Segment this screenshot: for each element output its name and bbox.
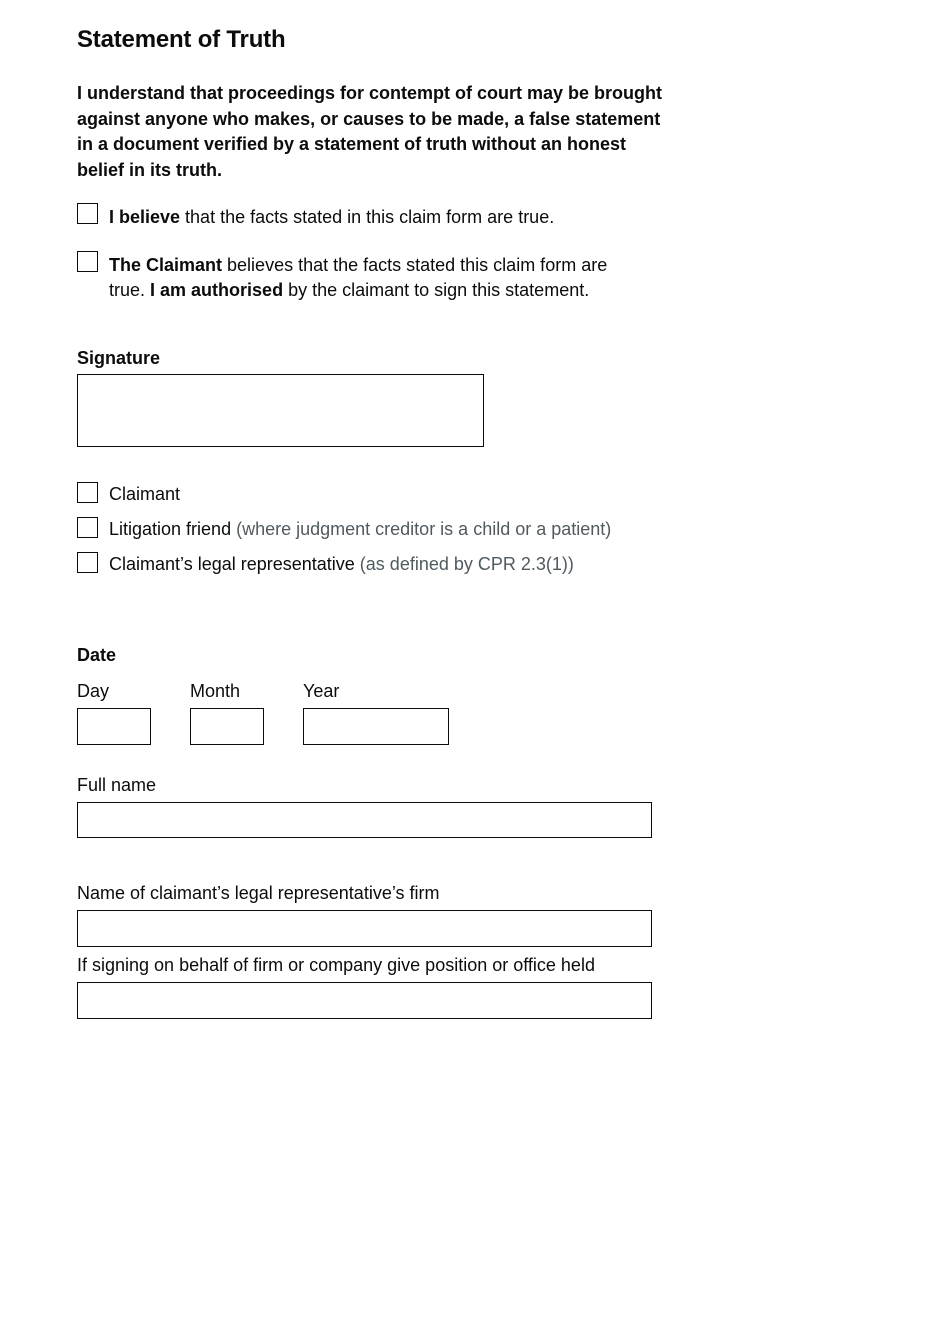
litigation-friend-checkbox[interactable] <box>77 517 98 538</box>
i-believe-bold: I believe <box>109 207 181 227</box>
legal-rep-text: Claimant’s legal representative <box>109 554 355 574</box>
litigation-friend-label <box>109 517 611 542</box>
date-label: Date <box>77 645 117 665</box>
day-input[interactable] <box>77 708 151 745</box>
litigation-friend-text: Litigation friend <box>109 519 232 539</box>
year-input[interactable] <box>303 708 449 745</box>
position-label: If signing on behalf of firm or company give position or office held <box>77 955 595 975</box>
claimant-role-label: Claimant <box>109 484 181 504</box>
i-believe-rest: that the facts stated in this claim form are true. <box>180 207 555 227</box>
claimant-role-checkbox[interactable] <box>77 482 98 503</box>
full-name-input[interactable] <box>77 802 652 838</box>
claimant-believes-line-2 <box>109 278 607 303</box>
full-name-label: Full name <box>77 775 157 795</box>
contempt-warning-text: I understand that proceedings for contempt of court may be brought against anyone who makes, or causes to be made, a false statement in a document verified by a statement of truth without an honest belief in its truth. <box>77 83 663 180</box>
legal-rep-checkbox[interactable] <box>77 552 98 573</box>
month-label: Month <box>190 681 241 701</box>
authorised-rest: by the claimant to sign this statement. <box>283 279 590 300</box>
firm-name-label: Name of claimant’s legal representative’s firm <box>77 883 440 903</box>
claimant-bold: The Claimant <box>109 255 223 275</box>
i-believe-label <box>109 205 554 230</box>
position-input[interactable] <box>77 982 652 1019</box>
legal-rep-label <box>109 552 574 577</box>
claimant-believes-line-1 <box>109 253 607 278</box>
firm-name-input[interactable] <box>77 910 652 947</box>
claimant-believes-label <box>109 253 607 302</box>
litigation-friend-note: (where judgment creditor is a child or a patient) <box>231 519 612 539</box>
authorised-bold: I am authorised <box>150 279 284 300</box>
claimant-believes-line2-start: true. <box>109 279 151 300</box>
month-input[interactable] <box>190 708 264 745</box>
claimant-believes-checkbox[interactable] <box>77 251 98 272</box>
section-title: Statement of Truth <box>77 26 286 53</box>
signature-box[interactable] <box>77 374 484 447</box>
legal-rep-note: (as defined by CPR 2.3(1)) <box>354 554 574 574</box>
year-label: Year <box>303 681 340 701</box>
day-label: Day <box>77 681 110 701</box>
i-believe-checkbox[interactable] <box>77 203 98 224</box>
claimant-believes-rest: believes that the facts stated this claim form are <box>222 255 608 275</box>
signature-label: Signature <box>77 348 161 368</box>
